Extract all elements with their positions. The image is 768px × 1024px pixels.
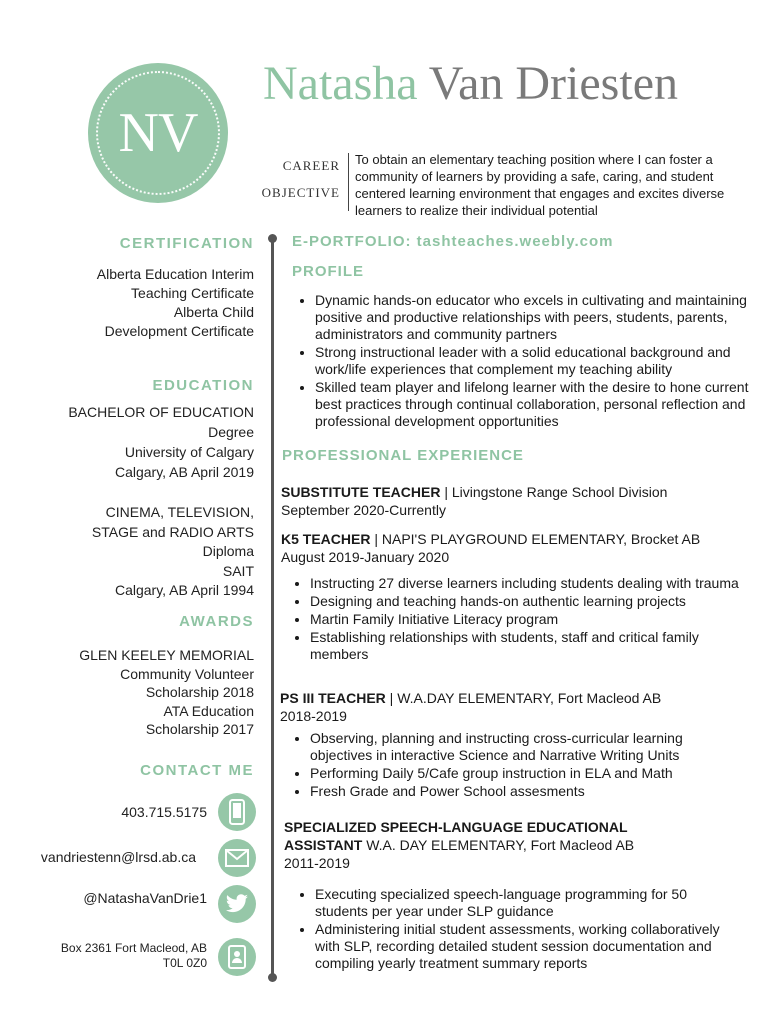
education-line: STAGE and RADIO ARTS [91, 523, 254, 540]
phone-icon [218, 793, 256, 831]
duty-bullet: • Administering initial student assessments, working collaboratively with SLP, recording detailed student session documentation and compiling yearly treatment summary reports [315, 921, 743, 972]
twitter-icon [218, 885, 256, 923]
education-line: SAIT [222, 562, 254, 579]
award-line: Scholarship 2017 [145, 721, 254, 737]
duty-bullet: • Observing, planning and instructing cross-curricular learning objectives in interactive Science and Narrative Writing Units [310, 730, 743, 764]
monogram-initials: NV [118, 102, 198, 164]
experience-heading: PROFESSIONAL EXPERIENCE [282, 447, 524, 464]
duty-bullet: • Martin Family Initiative Literacy program [310, 611, 743, 628]
profile-bullet: • Dynamic hands-on educator who excels in cultivating and maintaining positive and productive relationships with peers, students, parents, administrators and community partners [315, 292, 755, 343]
job-dates: 2018-2019 [280, 708, 347, 724]
certification-line: Teaching Certificate [131, 285, 254, 301]
duty-bullet: • Fresh Grade and Power School assesments [310, 783, 743, 800]
mail-icon [218, 839, 256, 877]
email-address[interactable]: vandriestenn@lrsd.ab.ca [40, 849, 196, 865]
education-line: Calgary, AB April 2019 [114, 464, 254, 480]
award-line: ATA Education [163, 702, 254, 719]
duty-bullet: • Executing specialized speech-language programming for 50 students per year under SLP guidance [315, 886, 743, 920]
monogram-badge [88, 63, 228, 203]
duty-bullet: • Performing Daily 5/Cafe group instruction in ELA and Math [310, 765, 743, 782]
last-name: Van Driesten [428, 57, 678, 110]
profile-heading: PROFILE [292, 263, 365, 280]
job-org: | W.A.DAY ELEMENTARY, Fort Macleod AB [385, 690, 662, 706]
certification-line: Alberta Child [173, 304, 254, 320]
job-role: PS III TEACHER [280, 690, 386, 706]
certification-heading: CERTIFICATION [119, 235, 254, 252]
awards-list [24, 646, 254, 739]
awards-heading: AWARDS [179, 613, 254, 630]
education-heading: EDUCATION [152, 377, 254, 394]
education-line: CINEMA, TELEVISION, [105, 504, 254, 520]
education-line: BACHELOR OF EDUCATION [68, 404, 254, 420]
contact-heading: CONTACT ME [140, 762, 254, 779]
mailing-address [22, 941, 207, 971]
award-line: Scholarship 2018 [145, 684, 254, 700]
certification-list [24, 265, 254, 341]
job-role: SUBSTITUTE TEACHER [281, 484, 441, 500]
duty-bullet: • Instructing 27 diverse learners including students dealing with trauma [310, 575, 743, 592]
job-dates: September 2020-Currently [281, 502, 446, 518]
award-line: Community Volunteer [120, 665, 254, 682]
job-ps3-teacher [280, 689, 750, 725]
address-line: T0L 0Z0 [162, 956, 207, 970]
job-role: K5 TEACHER [281, 531, 371, 547]
job-ps3-duties [288, 730, 743, 801]
career-objective-text: To obtain an elementary teaching position where I can foster a community of learners by providing a safe, caring, and student centered learning environment that engages and excites diverse learners to realize their individual potential [355, 152, 725, 218]
duty-bullet: • Designing and teaching hands-on authentic learning projects [310, 593, 743, 610]
address-line: Box 2361 Fort Macleod, AB [60, 941, 207, 955]
job-slp-duties [293, 886, 743, 973]
education-line: University of Calgary [124, 444, 254, 460]
job-dates: 2011-2019 [284, 855, 350, 871]
education-line: Calgary, AB April 1994 [114, 582, 254, 598]
timeline-line [271, 238, 274, 978]
education-degree-block [24, 402, 254, 482]
job-speech-language-assistant [284, 818, 754, 872]
candidate-name [263, 58, 678, 111]
profile-bullet: • Strong instructional leader with a solid educational background and work/life experiences that complement my teaching ability [315, 344, 755, 378]
eportfolio-link[interactable]: E-PORTFOLIO: tashteaches.weebly.com [292, 233, 614, 250]
profile-bullet: • Skilled team player and lifelong learner with the desire to hone current best practices through continual collaboration, personal reflection and professional development opportunities [315, 379, 755, 430]
job-substitute-teacher [281, 483, 751, 519]
address-icon [218, 938, 256, 976]
education-line: Degree [208, 424, 254, 440]
objective-divider [348, 153, 349, 211]
job-org: W.A. DAY ELEMENTARY, Fort Macleod AB [362, 837, 635, 853]
career-objective-label [248, 152, 340, 206]
job-dates: August 2019-January 2020 [281, 549, 450, 565]
profile-list [293, 292, 755, 431]
twitter-handle[interactable]: @NatashaVanDrie1 [83, 890, 207, 906]
job-role: SPECIALIZED SPEECH-LANGUAGE EDUCATIONAL [284, 819, 628, 835]
phone-number[interactable]: 403.715.5175 [121, 804, 207, 820]
first-name: Natasha [263, 57, 418, 110]
objective-label: OBJECTIVE [261, 185, 340, 200]
job-org: | Livingstone Range School Division [440, 484, 668, 500]
education-line: Diploma [202, 543, 254, 559]
certification-line: Alberta Education Interim [96, 266, 254, 282]
award-line: GLEN KEELEY MEMORIAL [79, 647, 254, 663]
education-diploma-block [24, 503, 254, 601]
duty-bullet: • Establishing relationships with students, staff and critical family members [310, 629, 743, 663]
certification-line: Development Certificate [104, 323, 254, 339]
timeline-dot-bottom [268, 973, 277, 982]
job-org: | NAPI'S PLAYGROUND ELEMENTARY, Brocket AB [370, 531, 701, 547]
career-label: CAREER [282, 158, 340, 173]
timeline-dot-top [268, 234, 277, 243]
job-role-cont: ASSISTANT [284, 837, 363, 853]
job-k5-duties [288, 575, 743, 664]
job-k5-teacher [281, 530, 751, 566]
